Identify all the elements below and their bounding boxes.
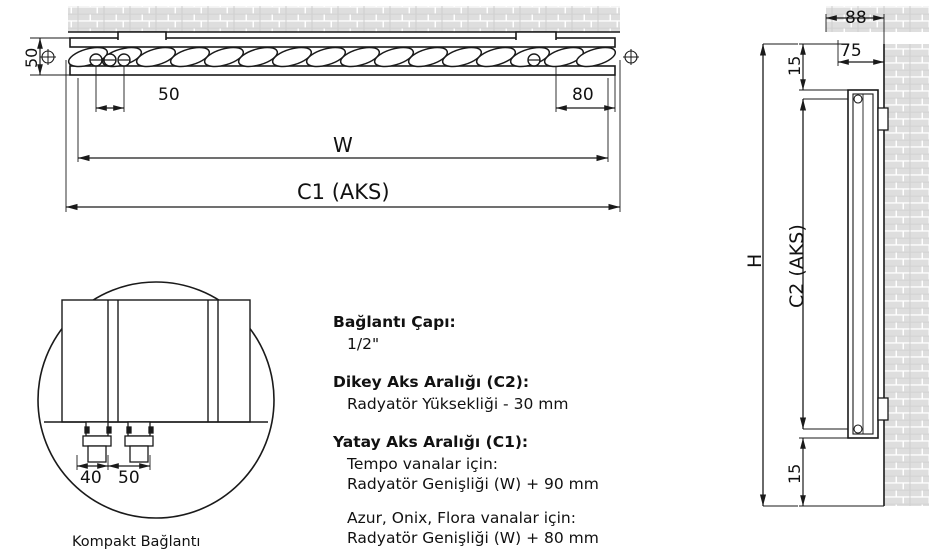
dim-15-bottom [799,438,884,506]
label-front-50: 50 [158,85,180,105]
spec-title-0: Bağlantı Çapı: [333,313,456,331]
dim-c2 [803,99,848,429]
spec-title-2: Yatay Aks Aralığı (C1): [333,433,529,451]
spec-line-2-1: Radyatör Genişliği (W) + 90 mm [347,475,599,493]
front-view-radiator [67,32,618,75]
detail-circle-view [38,282,274,518]
label-side-h: H [744,253,766,268]
label-front-c1: C1 (AKS) [297,180,390,204]
spec-item-1 [333,373,663,413]
center-mark-right [623,49,639,65]
label-front-w: W [333,133,353,157]
label-front-50-vertical: 50 [22,47,41,68]
spec-line-2-2: Azur, Onix, Flora vanalar için: [347,509,576,527]
spec-line-2-3: Radyatör Genişliği (W) + 80 mm [347,529,599,547]
label-side-88: 88 [845,8,867,28]
spec-line-2-0: Tempo vanalar için: [347,455,498,473]
label-detail-caption: Kompakt Bağlantı [72,534,201,550]
label-side-c2: C2 (AKS) [786,224,808,308]
spec-line-1-0: Radyatör Yüksekliği - 30 mm [347,395,569,413]
wall-hatch-side-right [884,44,929,506]
label-front-80: 80 [572,85,594,105]
spec-list [333,313,663,547]
label-side-75: 75 [840,41,862,61]
label-detail-50: 50 [118,468,140,488]
side-view-radiator [848,90,888,438]
label-side-15-bottom: 15 [785,463,804,484]
wall-hatch-side-top [826,6,929,32]
label-side-15-top: 15 [785,55,804,76]
spec-line-0-0: 1/2" [347,335,380,353]
spec-item-0 [333,313,663,353]
label-detail-40: 40 [80,468,102,488]
spec-title-1: Dikey Aks Aralığı (C2): [333,373,530,391]
spec-item-2 [333,433,663,547]
wall-hatch-top [68,6,620,32]
